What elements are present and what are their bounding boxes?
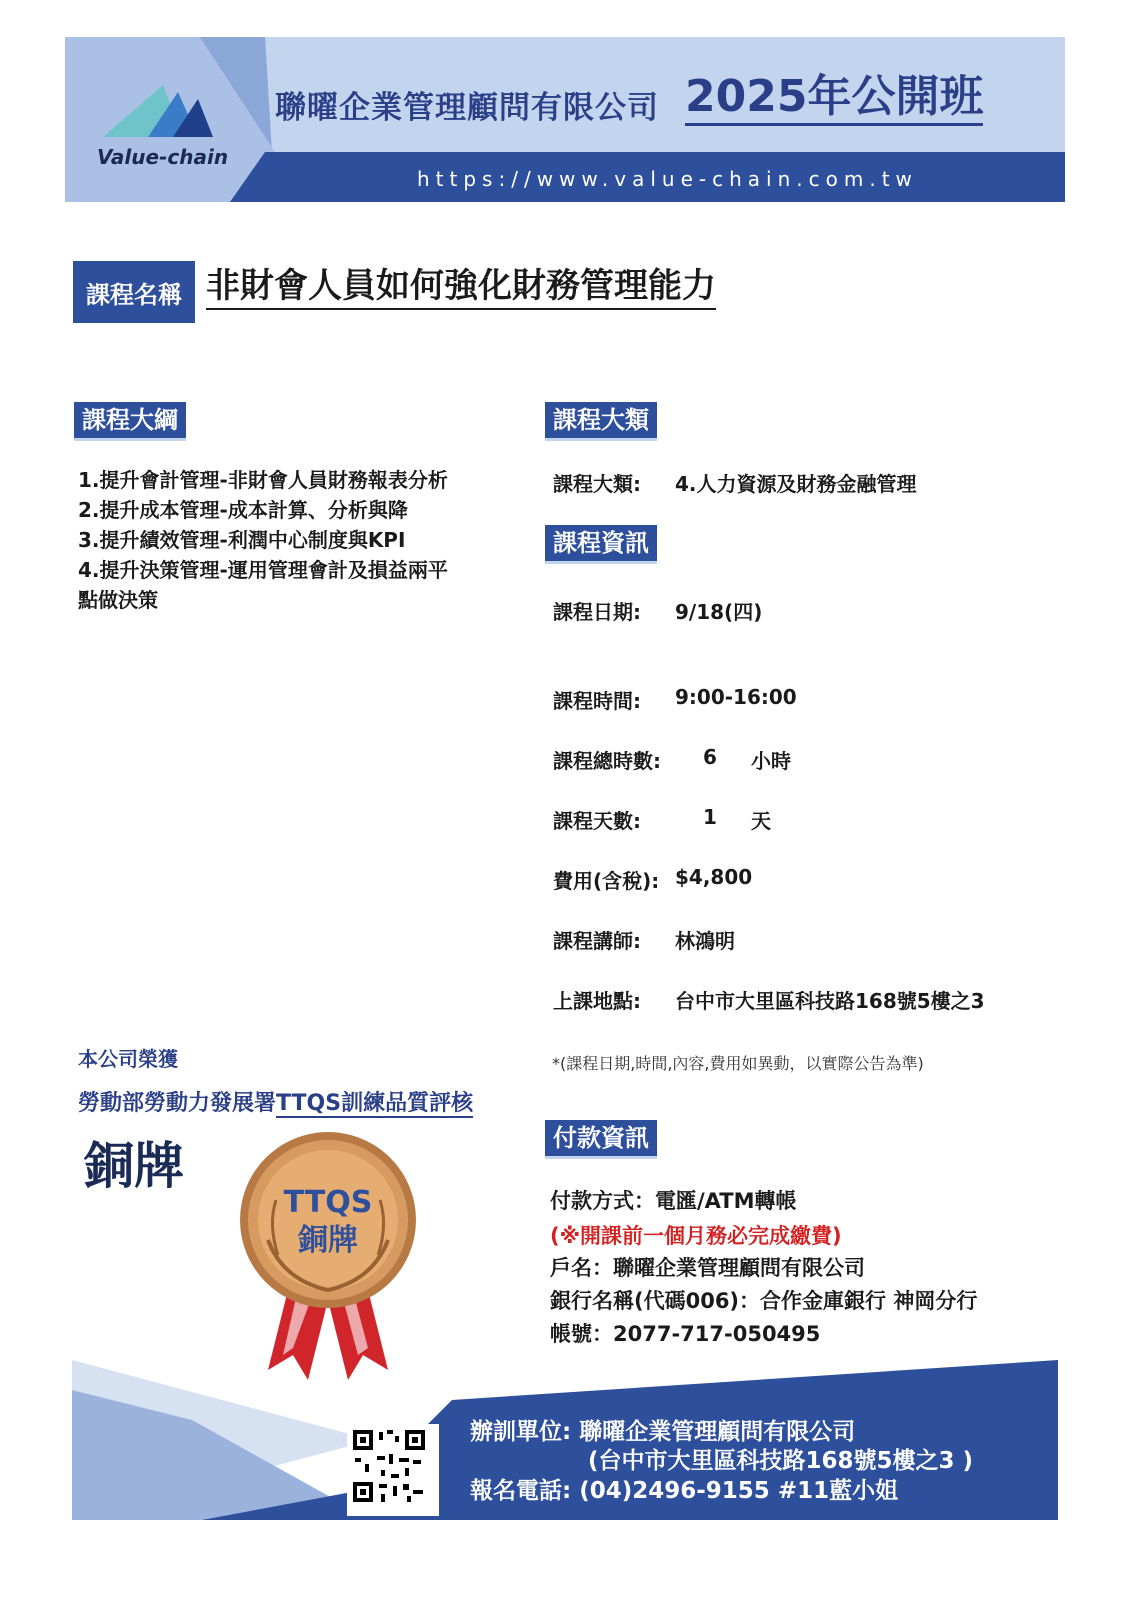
value-chain-logo-icon [93,77,223,147]
fee-row [553,865,753,894]
days-label: 課程天數: [553,809,641,833]
payment-warning: (※開課前一個月務必完成繳費) [550,1224,842,1248]
header-banner [65,37,1065,202]
bronze-title: 銅牌 [84,1137,184,1195]
fee-label: 費用(含稅): [553,869,660,893]
category-label: 課程大類: [553,472,641,496]
place-label: 上課地點: [553,989,641,1013]
days-row [553,805,771,834]
hours-unit: 小時 [751,749,791,773]
honor-line-2-prefix: 勞動部勞動力發展署 [78,1091,277,1116]
year-title: 2025年公開班 [685,71,983,126]
account-name: 戶名：聯曜企業管理顧問有限公司 [550,1256,865,1280]
time-row [553,685,797,714]
category-value: 4.人力資源及財務金融管理 [675,472,917,496]
place-row [553,985,985,1014]
hours-row [553,745,791,774]
time-label: 課程時間: [553,689,641,713]
bronze-medal-icon [238,1130,418,1390]
category-section-label: 課程大類 [545,402,657,441]
disclaimer-note: *(課程日期,時間,內容,費用如異動，以實際公告為準) [552,1054,924,1073]
outline-item: 1.提升會計管理-非財會人員財務報表分析 [78,468,448,492]
outline-item: 2.提升成本管理-成本計算、分析與降 [78,498,408,522]
hours-label: 課程總時數: [553,749,661,773]
medal-text-ttqs: TTQS [283,1185,373,1220]
date-label: 課程日期: [553,600,641,624]
qr-code-icon [351,1428,427,1504]
hours-value: 6 [703,745,717,769]
course-title: 非財會人員如何強化財務管理能力 [206,264,716,310]
time-value: 9:00-16:00 [675,685,797,709]
footer-organizer: 辦訓單位: 聯曜企業管理顧問有限公司 [470,1419,856,1445]
category-row [553,468,917,497]
course-name-label: 課程名稱 [73,261,195,323]
footer-address: (台中市大里區科技路168號5樓之3 ) [588,1448,974,1474]
honor-line-1: 本公司榮獲 [78,1047,178,1071]
place-value: 台中市大里區科技路168號5樓之3 [675,989,985,1013]
fee-value: $4,800 [675,865,753,889]
company-title: 聯曜企業管理顧問有限公司 [275,90,659,126]
days-value: 1 [703,805,717,829]
teacher-row [553,925,735,954]
registration-qr-code[interactable] [347,1424,439,1516]
days-unit: 天 [751,809,771,833]
honor-line-2 [78,1086,473,1117]
date-value: 9/18(四) [675,600,763,624]
outline-section-label: 課程大綱 [74,402,186,441]
payment-section-label: 付款資訊 [545,1120,657,1159]
payment-method: 付款方式：電匯/ATM轉帳 [550,1189,797,1213]
date-row [553,596,763,625]
outline-item: 3.提升績效管理-利潤中心制度與KPI [78,528,406,552]
footer-phone: 報名電話: (04)2496-9155 #11藍小姐 [470,1478,899,1504]
bank-name: 銀行名稱(代碼006)：合作金庫銀行 神岡分行 [550,1289,978,1313]
medal-text-bronze: 銅牌 [298,1223,358,1258]
account-number: 帳號：2077-717-050495 [550,1322,821,1346]
teacher-value: 林鴻明 [675,929,735,953]
teacher-label: 課程講師: [553,929,641,953]
info-section-label: 課程資訊 [545,525,657,564]
outline-item: 4.提升決策管理-運用管理會計及損益兩平 [78,558,448,582]
outline-item: 點做決策 [78,588,158,612]
website-url[interactable]: https://www.value-chain.com.tw [417,167,918,191]
logo-text: Value-chain [97,145,229,169]
honor-line-2-ttqs: TTQS訓練品質評核 [276,1091,474,1116]
